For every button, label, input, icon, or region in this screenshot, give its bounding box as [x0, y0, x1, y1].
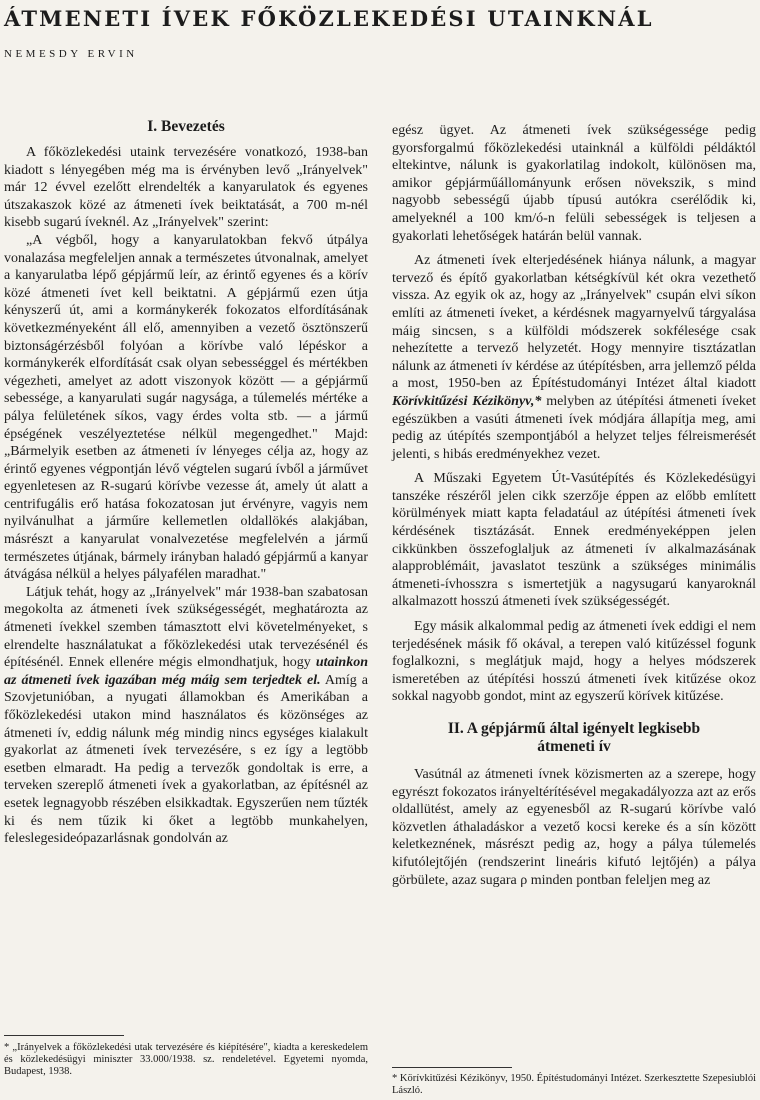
paragraph: [4, 584, 368, 848]
article-title: ÁTMENETI ÍVEK FŐKÖZLEKEDÉSI UTAINKNÁL: [4, 6, 654, 31]
paragraph: [392, 252, 756, 463]
section-heading-line: átmeneti ív: [537, 738, 611, 755]
emphasized-text: utainkon az átmeneti ívek igazában még máig sem terjedtek el.: [4, 655, 368, 688]
paragraph: A Műszaki Egyetem Út-Vasútépítés és Közlekedésügyi tanszéke részéről jelen cikk szerzője éppen az előbb említett körülmények miatt kapta feladatául az útépítési átmeneti ívek kérdésének tisztázását. Ennek eredményeképpen jelen cikkünkben összefoglaljuk az átmeneti ív alkalmazásának alapproblémáit, javaslatot teszünk a szükséges minimális átmeneti-ívhosszra s ismertetjük a nagysugarú kanyaroknál alkalmazott hosszú átmeneti ívek szükségességét.: [392, 471, 756, 610]
right-column: [392, 122, 756, 889]
paragraph-text: Látjuk tehát, hogy az „Irányelvek" már 1938-ban szabatosan megokolta az átmeneti ívek szükségességét, meghatározta az átmeneti ívekkel szemben támasztott elvi követelményeket, s elrendelte használatukat a főközlekedési utak tervezésénél és építésénél. Ennek ellenére mégis elmondhatjuk, hogy: [4, 584, 368, 671]
section-heading-vehicle-transition: [392, 720, 756, 756]
footnote-divider: [4, 1035, 124, 1036]
footnote-left: * „Irányelvek a főközlekedési utak tervezésére és kiépítésére", kiadta a kereskedelem és közlekedésügyi miniszter 33.000/1938. sz. rendeletével. Egyetemi nyomda, Budapest, 1938.: [4, 1042, 368, 1077]
paragraph-text: Az átmeneti ívek elterjedésének hiánya nálunk, a magyar tervező és építő gyakorlatban kétségkívül két okra vezethető vissza. Az egyik ok az, hogy az „Irányelvek" csupán elvi síkon említi az átmeneti íveket, a kérdésnek magyarnyelvű tárgyalása máig sincsen, s a külföldi módszerek sokfélesége csak nehezítette a tervező helyzetét. Hogy mennyire tisztázatlan nálunk az átmeneti ív kérdése az útépítésben, arra jellemző példa a most, 1950-ben az Építéstudományi Intézet által kiadott: [392, 253, 756, 392]
left-column: [4, 118, 368, 848]
paragraph: Vasútnál az átmeneti ívnek közismerten az a szerepe, hogy egyrészt fokozatos irányeltérítésével megakadályozza azt az erős oldallütést, amely az egyenesből az R-sugarú körívbe való közvetlen áthaladáskor a vezető kocsi kereke és a sín között keletkeznének, másrészt pedig az, hogy a pálya túlemelés kifutólejtőjén (rendszerint lineáris kifutó lejtőjén) a pálya görbülete, azaz sugara ρ minden pontban feleljen meg az: [392, 767, 756, 888]
paragraph-text: Amíg a Szovjetunióban, a nyugati államokban és Amerikában a főközlekedési utakon mind használatos és közönséges az átmeneti ív, eddig nálunk még mindig nincs egységes kialakult gyakorlat az átmeneti ívek tervezésére, s ez így a legtöbb esetben elmaradt. Ha pedig a tervezők gondoltak is erre, a terveken szereplő átmeneti ívek a gyakorlatban, az építésnél az esetek legnagyobb részében elsikkadtak. Egyszerűen nem tűzték ki és nem tűzik ki őket a legtöbb munkahelyen, feleslegesideópazarlásnak gondolván az: [4, 672, 368, 847]
paragraph: A főközlekedési utaink tervezésére vonatkozó, 1938-ban kiadott s lényegében még ma is érvényben levő „Irányelvek" már 12 évvel ezelőtt elrendelték a kanyarulatok és egyenes útszakaszok közé az átmeneti ívek beiktatását, a 700 m-nél kisebb sugarú íveknél. Az „Irányelvek" szerint:: [4, 145, 368, 231]
paragraph-text: melyben az útépítési átmeneti íveket egészükben a vasúti átmeneti ívek módjára állapítja meg, ami pedig az útépítés szempontjából a helyzet teljes félreismerését jelenti, s hibás eredményekhez vezet.: [392, 393, 756, 462]
footnote-right: * Körívkitűzési Kézikönyv, 1950. Építéstudományi Intézet. Szerkesztette Szepesiublói László.: [392, 1073, 756, 1096]
paragraph: egész ügyet. Az átmeneti ívek szükségessége pedig gyorsforgalmú főközlekedési utainknál a külföldi példáktól eltekintve, nálunk is gyakorlatilag indokolt, különösen ma, amikor gépjárműállományunk erősen növekszik, s mind nagyobb sebességű újabb típusú autókra cserélődik ki, amelyeknél a 100 km/ó-n felüli sebességek is teljesen a gyakorlati lehetőségek határán belül vannak.: [392, 123, 756, 244]
article-author: NEMESDY ERVIN: [4, 48, 138, 60]
quoted-paragraph: „A végből, hogy a kanyarulatokban fekvő útpálya vonalazása megfeleljen annak a természetes útvonalnak, amelyet a kanyarulatba lépő gépjármű leír, az érintő egyenes és a körív közé átmeneti ívet kell beiktatni. A gépjármű ezen útja kényszerű út, ami a kormánykerék fokozatos elfordításának következményeként áll elő, amennyiben a vezető ösztönszerű biztonságérzésből folyóan a körívbe való lépéskor a kormánykerék elfordítását csak olyan sebességgel és mértékben végezheti, amelyet az adott viszonyok között — a gépjármű sebessége, a kanyarulati sugár nagysága, a túlemelés mértéke a pálya felületének síkos, vagy érdes volta stb. — a jármű épségének veszélyeztetése nélkül megengedhet." Majd: „Bármelyik esetben az átmeneti ív lényeges célja az, hogy az érintő egyenes végpontján lévő végtelen sugarú ívből a járművet egyenletesen az R-sugarú körívbe vezesse át, amely út alatt a centrifugális erő hatása fokozatosan jut érvényre, vagyis nem nyilvánulhat a járműre kellemetlen oldallökés alakjában, másrészt a kanyarulat vonalvezetése megfelelvén a jármű természetes útjának, bármely irányban haladó gépjármű a kanyar átvágása nélkül a helyes pályafélen maradhat.": [4, 232, 368, 583]
section-heading-introduction: I. Bevezetés: [147, 118, 225, 135]
footnote-divider: [392, 1067, 512, 1068]
emphasized-text: Körívkitűzési Kézikönyv,*: [392, 393, 542, 409]
section-heading-line: II. A gépjármű által igényelt legkisebb: [447, 720, 701, 737]
paragraph: Egy másik alkalommal pedig az átmeneti ívek eddigi el nem terjedésének másik fő okával, a terepen való kitűzéssel fogunk foglalkozni, s meglátjuk majd, hogy a helyes módszerek ismeretében az útépítési hosszú átmeneti ívek kitűzése okoz sokkal nagyobb gondot, mint az egyszerű körívek kitűzése.: [392, 619, 756, 705]
